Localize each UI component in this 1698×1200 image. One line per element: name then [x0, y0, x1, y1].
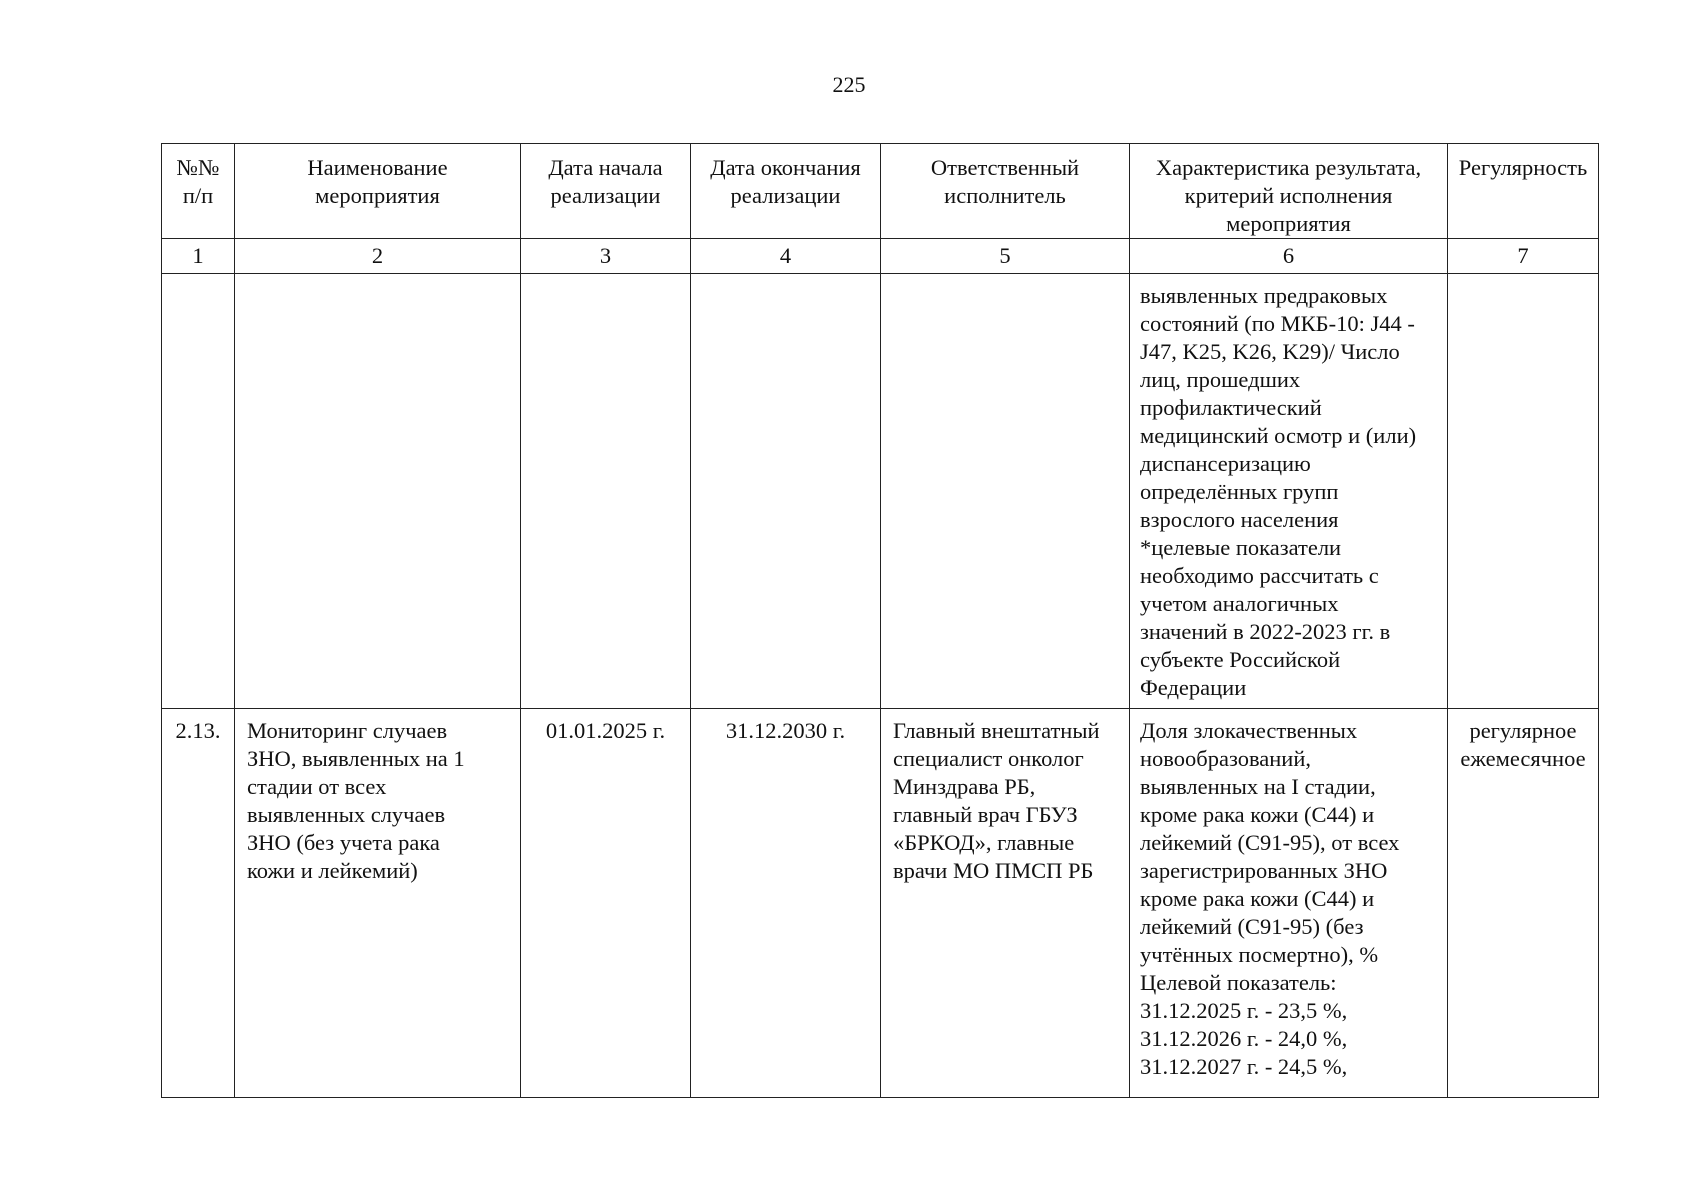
text-line: выявленных на I стадии,: [1140, 774, 1376, 799]
text-line: Целевой показатель:: [1140, 970, 1337, 995]
text-line: взрослого населения: [1140, 507, 1339, 532]
header-regularity: [1448, 144, 1599, 239]
text-line: ЗНО, выявленных на 1: [247, 746, 465, 771]
text-line: выявленных предраковых: [1140, 283, 1388, 308]
column-number: 2: [235, 239, 521, 274]
responsible-cell: [881, 709, 1130, 1098]
text-line: новообразований,: [1140, 746, 1312, 771]
column-number: 7: [1448, 239, 1599, 274]
text-line: специалист онколог: [893, 746, 1084, 771]
header-start-date: [521, 144, 691, 239]
text-line: ЗНО (без учета рака: [247, 830, 440, 855]
regularity-cell: [1448, 709, 1599, 1098]
header-responsible-line: Ответственный: [930, 155, 1080, 180]
column-number: 5: [881, 239, 1130, 274]
text-line: кроме рака кожи (C44) и: [1140, 886, 1375, 911]
table-row-2-13: [162, 709, 1599, 1098]
text-line: состояний (по МКБ-10: J44 -: [1140, 311, 1415, 336]
text-line: 31.12.2027 г. - 24,5 %,: [1140, 1054, 1348, 1079]
header-end-date: [691, 144, 881, 239]
text-line: кожи и лейкемий): [247, 858, 418, 883]
text-line: Главный внештатный: [893, 718, 1100, 743]
end-date-cell: 31.12.2030 г.: [691, 709, 881, 1098]
text-line: 31.12.2025 г. - 23,5 %,: [1140, 998, 1348, 1023]
text-line: Минздрава РБ,: [893, 774, 1036, 799]
text-line: Доля злокачественных: [1140, 718, 1358, 743]
header-number-line: п/п: [182, 183, 214, 208]
text-line: субъекте Российской: [1140, 647, 1341, 672]
text-line: стадии от всех: [247, 774, 387, 799]
header-start-date-line: Дата начала: [548, 155, 663, 180]
text-line: профилактический: [1140, 395, 1322, 420]
text-line: лиц, прошедших: [1140, 367, 1301, 392]
empty-cell: [235, 274, 521, 709]
header-start-date-line: реализации: [550, 183, 661, 208]
text-line: 31.12.2026 г. - 24,0 %,: [1140, 1026, 1348, 1051]
header-row: [162, 144, 1599, 239]
text-line: значений в 2022-2023 гг. в: [1140, 619, 1391, 644]
header-event-name: [235, 144, 521, 239]
header-result-line: критерий исполнения: [1184, 183, 1393, 208]
event-name-cell: [235, 709, 521, 1098]
text-line: кроме рака кожи (C44) и: [1140, 802, 1375, 827]
column-number-row: [162, 239, 1599, 274]
header-end-date-line: Дата окончания: [710, 155, 861, 180]
text-line: учтённых посмертно), %: [1140, 942, 1379, 967]
text-line: *целевые показатели: [1140, 535, 1342, 560]
header-responsible: [881, 144, 1130, 239]
text-line: Федерации: [1140, 675, 1247, 700]
text-line: ежемесячное: [1460, 746, 1586, 771]
header-result-line: Характеристика результата,: [1155, 155, 1422, 180]
empty-cell: [691, 274, 881, 709]
header-event-name-line: мероприятия: [315, 183, 440, 208]
empty-cell: [162, 274, 235, 709]
text-line: главный врач ГБУЗ: [893, 802, 1078, 827]
text-line: Мониторинг случаев: [247, 718, 448, 743]
empty-cell: [521, 274, 691, 709]
empty-cell: [1448, 274, 1599, 709]
text-line: диспансеризацию: [1140, 451, 1311, 476]
column-number: 6: [1130, 239, 1448, 274]
text-line: необходимо рассчитать с: [1140, 563, 1379, 588]
empty-cell: [881, 274, 1130, 709]
column-number: 3: [521, 239, 691, 274]
header-number: [162, 144, 235, 239]
row-number: 2.13.: [162, 709, 235, 1098]
text-line: J47, K25, K26, K29)/ Число: [1140, 339, 1400, 364]
table-row-continuation: [162, 274, 1599, 709]
header-end-date-line: реализации: [730, 183, 841, 208]
page-number: 225: [832, 72, 866, 97]
result-cell: [1130, 709, 1448, 1098]
text-line: зарегистрированных ЗНО: [1140, 858, 1388, 883]
text-line: определённых групп: [1140, 479, 1339, 504]
column-number: 1: [162, 239, 235, 274]
text-line: учетом аналогичных: [1140, 591, 1339, 616]
header-result: [1130, 144, 1448, 239]
header-result-line: мероприятия: [1226, 211, 1351, 236]
text-line: лейкемий (C91-95), от всех: [1140, 830, 1400, 855]
header-number-line: №№: [176, 155, 220, 180]
text-line: лейкемий (C91-95) (без: [1140, 914, 1364, 939]
events-table-wrapper: [161, 143, 1598, 1079]
text-line: регулярное: [1469, 718, 1577, 743]
text-line: выявленных случаев: [247, 802, 446, 827]
column-number: 4: [691, 239, 881, 274]
header-regularity-line: Регулярность: [1458, 155, 1588, 180]
text-line: медицинский осмотр и (или): [1140, 423, 1417, 448]
start-date-cell: 01.01.2025 г.: [521, 709, 691, 1098]
header-event-name-line: Наименование: [307, 155, 448, 180]
text-line: врачи МО ПМСП РБ: [893, 858, 1094, 883]
text-line: «БРКОД», главные: [893, 830, 1075, 855]
events-table: [161, 143, 1599, 1098]
result-cell-continuation: [1130, 274, 1448, 709]
header-responsible-line: исполнитель: [944, 183, 1066, 208]
